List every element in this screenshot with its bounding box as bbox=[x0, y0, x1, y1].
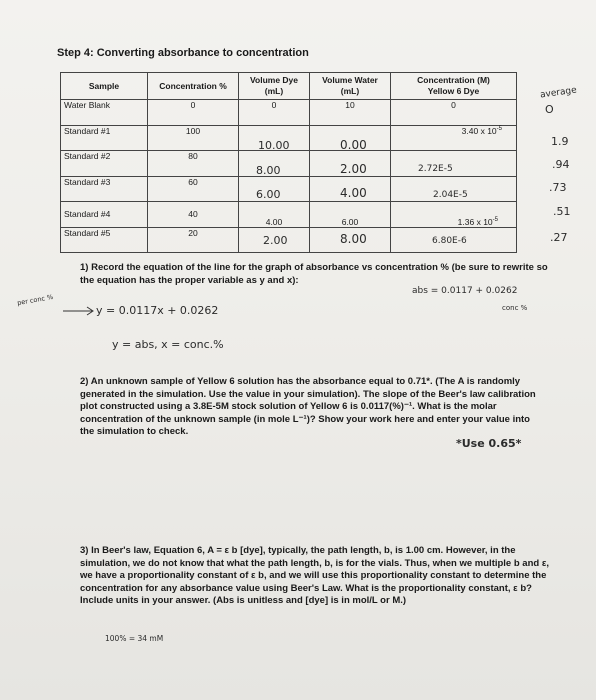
handwritten-per-conc-note: per conc % bbox=[16, 292, 54, 308]
handwritten-q2-answer: *Use 0.65* bbox=[456, 437, 522, 450]
header-sample: Sample bbox=[61, 73, 148, 100]
handwritten-average-value: .51 bbox=[553, 205, 571, 218]
cell-sample: Water Blank bbox=[61, 100, 148, 126]
handwritten-equation-right: abs = 0.0117 + 0.0262 bbox=[412, 286, 518, 296]
arrow-icon bbox=[62, 306, 96, 316]
handwritten-std5-dye: 2.00 bbox=[263, 234, 288, 247]
header-volume-dye: Volume Dye (mL) bbox=[239, 73, 310, 100]
header-concentration-molar: Concentration (M) Yellow 6 Dye bbox=[391, 73, 517, 100]
cell-conc: 100 bbox=[148, 125, 239, 151]
cell-molar: 0 bbox=[391, 100, 517, 126]
table-header-row bbox=[61, 73, 517, 100]
handwritten-std3-molar: 2.04E-5 bbox=[433, 190, 468, 200]
question-2: 2) An unknown sample of Yellow 6 solution has the absorbance equal to 0.71*. (The A is randomly generated in the simulation. Use the value in your simulation). The slope of the Beer's law calibration plot constructed using a 3.8E-5M stock solution of Yellow 6 is 0.0117(%)⁻¹. What is the molar concentration of the unknown sample (in mole L⁻¹)? Show your work here and enter your value into the simulation to check. bbox=[80, 376, 536, 437]
cell-sample: Standard #2 bbox=[61, 151, 148, 177]
cell-conc: 40 bbox=[148, 202, 239, 228]
handwritten-q3-answer: 100% = 34 mM bbox=[105, 634, 164, 643]
molar-mantissa: 3.40 x 10 bbox=[461, 125, 497, 136]
table-row bbox=[61, 202, 517, 228]
cell-sample: Standard #5 bbox=[61, 227, 148, 253]
cell-molar bbox=[391, 125, 517, 151]
handwritten-std1-water: 0.00 bbox=[340, 138, 367, 152]
section-heading: Step 4: Converting absorbance to concentration bbox=[57, 47, 309, 59]
cell-conc: 0 bbox=[148, 100, 239, 126]
cell-conc: 20 bbox=[148, 227, 239, 253]
handwritten-average-value: .94 bbox=[552, 158, 570, 171]
cell-sample: Standard #4 bbox=[61, 202, 148, 228]
header-volume-water: Volume Water (mL) bbox=[310, 73, 391, 100]
cell-sample: Standard #1 bbox=[61, 125, 148, 151]
handwritten-average-label: average bbox=[539, 85, 578, 101]
handwritten-variables: y = abs, x = conc.% bbox=[112, 338, 224, 351]
cell-water: 10 bbox=[310, 100, 391, 126]
handwritten-average-value: .73 bbox=[549, 181, 567, 194]
cell-conc: 60 bbox=[148, 176, 239, 202]
molar-exponent: -5 bbox=[492, 216, 498, 223]
handwritten-equation-left: y = 0.0117x + 0.0262 bbox=[96, 304, 219, 317]
handwritten-equation-right-sub: conc % bbox=[502, 304, 528, 312]
molar-exponent: -5 bbox=[496, 125, 502, 132]
handwritten-average-value: .27 bbox=[550, 231, 568, 244]
handwritten-average-value: O bbox=[545, 103, 554, 116]
molar-mantissa: 1.36 x 10 bbox=[457, 216, 493, 227]
handwritten-average-value: 1.9 bbox=[551, 135, 569, 148]
cell-dye: 0 bbox=[239, 100, 310, 126]
handwritten-std5-water: 8.00 bbox=[340, 232, 367, 246]
cell-conc: 80 bbox=[148, 151, 239, 177]
handwritten-std2-dye: 8.00 bbox=[256, 164, 281, 177]
header-concentration-percent: Concentration % bbox=[148, 73, 239, 100]
handwritten-std2-water: 2.00 bbox=[340, 162, 367, 176]
cell-sample: Standard #3 bbox=[61, 176, 148, 202]
cell-dye: 4.00 bbox=[239, 202, 310, 228]
handwritten-std2-molar: 2.72E-5 bbox=[418, 164, 453, 174]
question-3: 3) In Beer's law, Equation 6, A = ε b [dye], typically, the path length, b, is 1.00 cm. However, in the simulation, we do not know that what the path length, b, is for the vials. Thus, when we multiple b and ε, we have a proportionality constant of ε b, and we will use this proportionality constant to determine the concentration for any absorbance value using Beer's Law. What is the proportionality constant, ε b? Include units in your answer. (Abs is unitless and [dye] is in mol/L or M.) bbox=[80, 545, 549, 606]
handwritten-std3-dye: 6.00 bbox=[256, 188, 281, 201]
handwritten-std5-molar: 6.80E-6 bbox=[432, 236, 467, 246]
question-1: 1) Record the equation of the line for the graph of absorbance vs concentration % (be sure to rewrite so the equation has the proper variable as y and x): bbox=[80, 262, 548, 286]
table-row bbox=[61, 100, 517, 126]
cell-molar bbox=[391, 202, 517, 228]
handwritten-std1-dye: 10.00 bbox=[258, 139, 290, 152]
cell-molar bbox=[391, 151, 517, 177]
cell-water: 6.00 bbox=[310, 202, 391, 228]
handwritten-std3-water: 4.00 bbox=[340, 186, 367, 200]
data-table bbox=[60, 72, 517, 253]
